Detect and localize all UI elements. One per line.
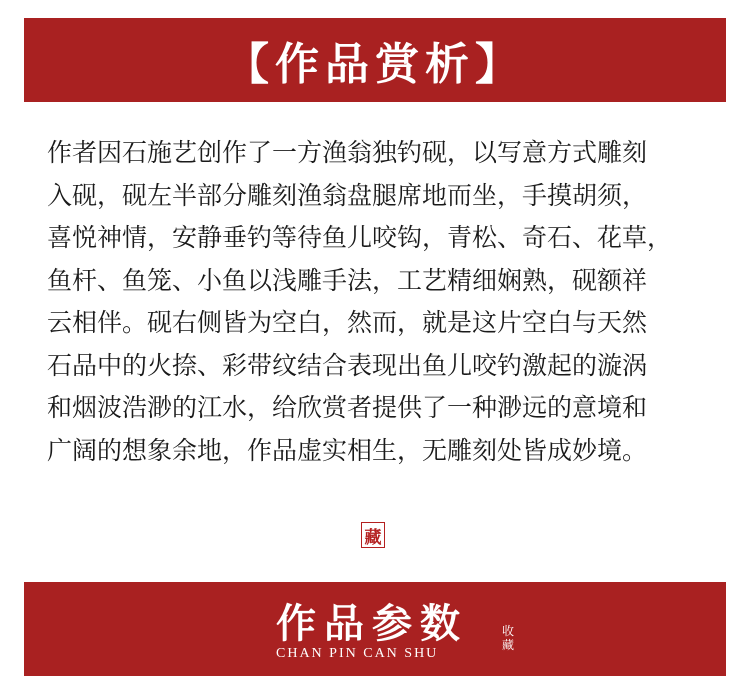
description-line: 石品中的火捺、彩带纹结合表现出鱼儿咬钓激起的漩涡	[47, 350, 648, 380]
footer-side-char: 藏	[501, 638, 514, 652]
footer-side-char: 收	[501, 624, 514, 638]
footer-pinyin: CHAN PIN CAN SHU	[276, 646, 439, 661]
footer-title: 作品参数	[276, 600, 468, 647]
header-banner	[24, 18, 726, 102]
description-line: 广阔的想象余地，作品虚实相生，无雕刻处皆成妙境。	[47, 435, 648, 465]
seal-text: 藏	[364, 527, 382, 548]
description-line: 喜悦神情，安静垂钓等待鱼儿咬钩，青松、奇石、花草，	[47, 223, 673, 252]
seal-stamp	[361, 522, 385, 548]
section-title: 【作品赏析】	[225, 39, 525, 90]
description-paragraph	[47, 132, 707, 472]
description-line: 云相伴。砚右侧皆为空白，然而，就是这片空白与天然	[47, 308, 648, 337]
description-line: 和烟波浩渺的江水，给欣赏者提供了一种渺远的意境和	[47, 393, 648, 422]
footer-banner	[24, 582, 726, 676]
footer-side-label	[500, 624, 516, 652]
description-line: 入砚，砚左半部分雕刻渔翁盘腿席地而坐，手摸胡须，	[47, 180, 648, 210]
description-line: 鱼杆、鱼笼、小鱼以浅雕手法，工艺精细娴熟，砚额祥	[47, 265, 648, 295]
description-line: 作者因石施艺创作了一方渔翁独钓砚，以写意方式雕刻	[47, 138, 648, 167]
